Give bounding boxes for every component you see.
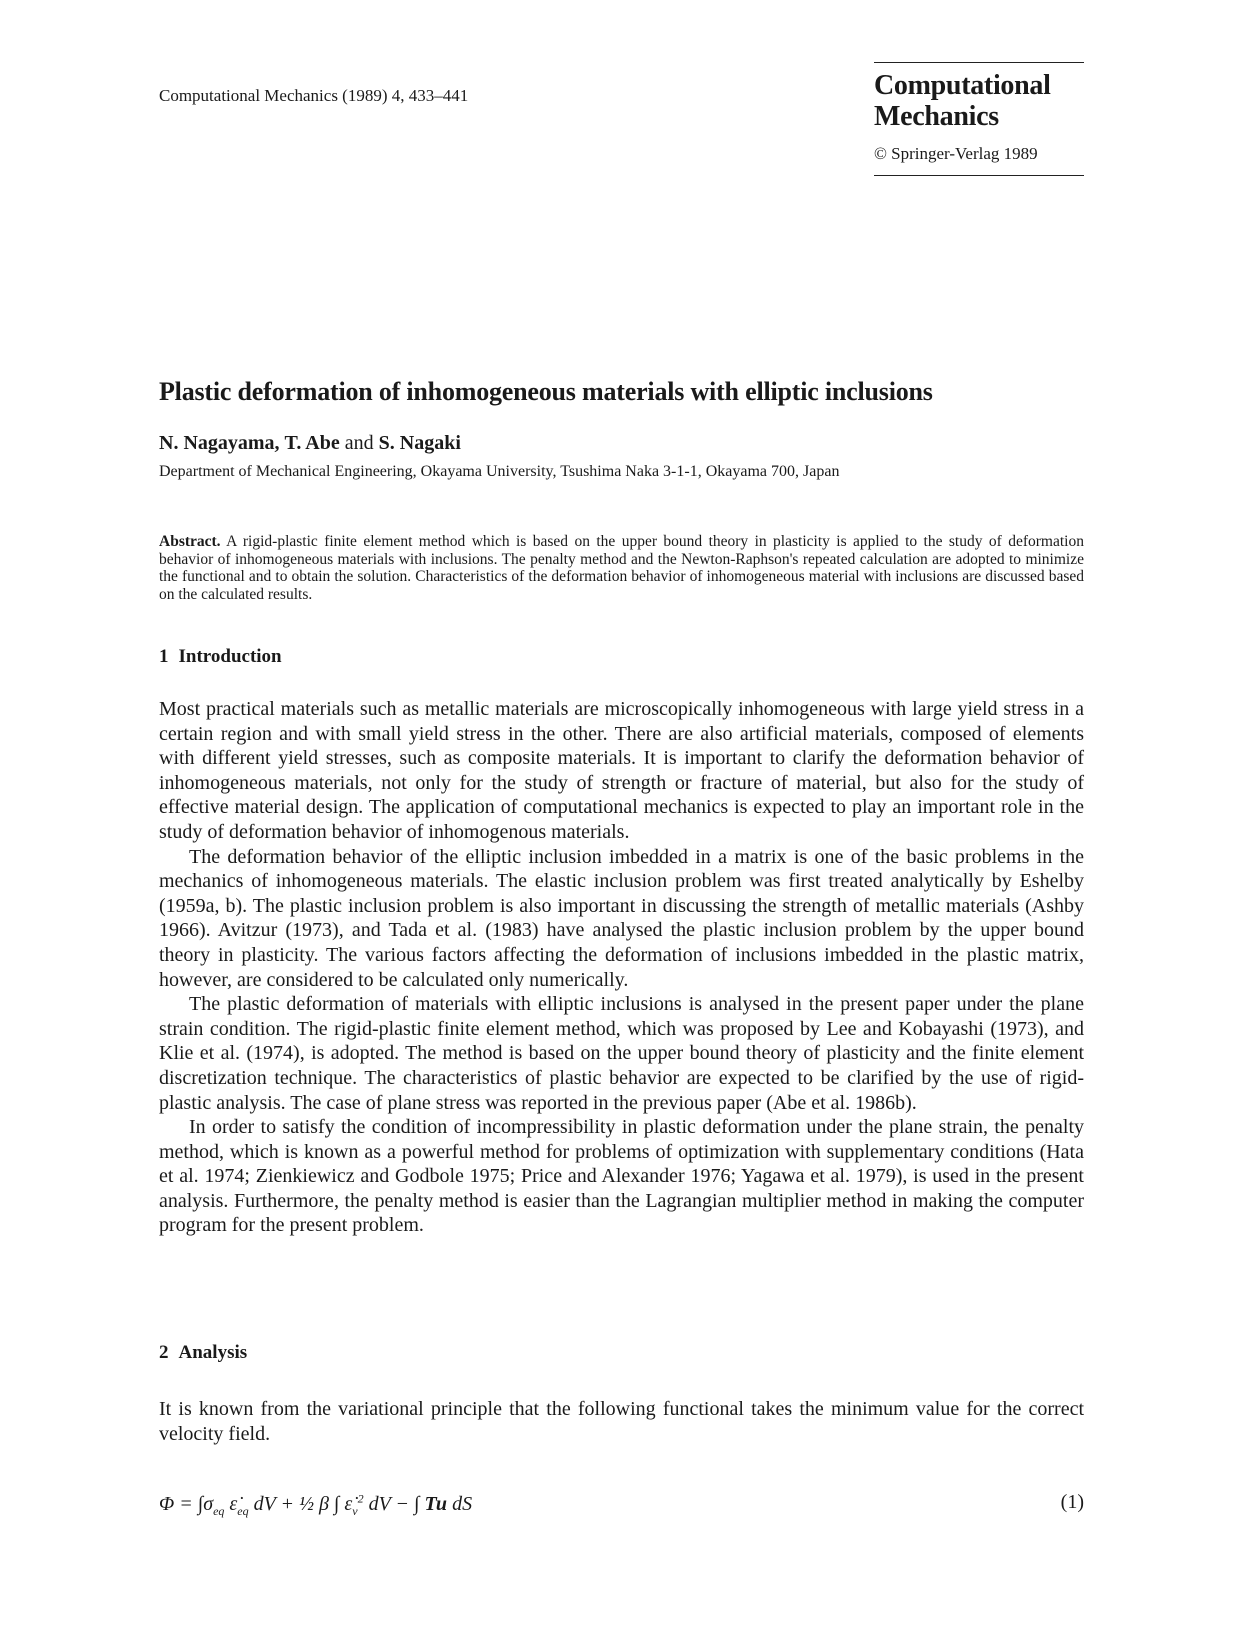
equation-number: (1) bbox=[1060, 1491, 1084, 1513]
abstract-label: Abstract. bbox=[159, 533, 221, 550]
journal-title-line2: Mechanics bbox=[874, 101, 999, 132]
masthead-top-rule bbox=[874, 62, 1084, 63]
paragraph: Most practical materials such as metallic materials are microscopically inhomogeneous with large yield stress in a certain region and with small yield stress in the other. There are also artificial materials, composed of elements with different yield stresses, such as composite materials. It is important to clarify the deformation behavior of inhomogeneous materials, not only for the study of strength or fracture of material, but also for the study of effective material design. The application of computational mechanics is expected to play an important role in the study of deformation behavior of inhomogenous materials. bbox=[159, 698, 1084, 843]
author-affiliation: Department of Mechanical Engineering, Okayama University, Tsushima Naka 3-1-1, Okayama 700, Japan bbox=[159, 463, 840, 480]
author-conjunction: and bbox=[344, 432, 374, 454]
section-title: Introduction bbox=[178, 646, 282, 667]
analysis-body bbox=[159, 1397, 1084, 1446]
author-1: N. Nagayama, bbox=[159, 432, 280, 454]
section-number: 2 bbox=[159, 1342, 169, 1363]
author-2: T. Abe bbox=[284, 432, 340, 454]
journal-citation: Computational Mechanics (1989) 4, 433–441 bbox=[159, 86, 469, 105]
publisher-copyright: © Springer-Verlag 1989 bbox=[874, 144, 1038, 163]
article-title: Plastic deformation of inhomogeneous materials with elliptic inclusions bbox=[159, 377, 933, 406]
section-number: 1 bbox=[159, 646, 169, 667]
paragraph: The plastic deformation of materials with elliptic inclusions is analysed in the present paper under the plane strain condition. The rigid-plastic finite element method, which was proposed by Lee and Kobayashi (1973), and Klie et al. (1974), is adopted. The method is based on the upper bound theory of plasticity and the finite element discretization technique. The characteristics of plastic behavior are expected to be clarified by the use of rigid-plastic analysis. The case of plane stress was reported in the previous paper (Abe et al. 1986b). bbox=[159, 993, 1084, 1114]
section-heading-introduction bbox=[159, 646, 282, 668]
abstract bbox=[159, 533, 1084, 603]
equation-formula: $\Phi = \int\sigma_{eq}$ $\varepsiloṅ_{eq}$ dV + ½ β ∫ $\varepsiloṅ_v^2$ dV − ∫ Tu dS bbox=[159, 1491, 473, 1518]
introduction-body bbox=[159, 697, 1084, 1238]
journal-title bbox=[874, 70, 1084, 132]
section-title: Analysis bbox=[178, 1342, 248, 1363]
abstract-text: A rigid-plastic finite element method which is based on the upper bound theory in plasticity is applied to the study of deformation behavior of inhomogeneous materials with inclusions. The penalty method and the Newton-Raphson's repeated calculation are adopted to minimize the functional and to obtain the solution. Characteristics of the deformation behavior of inhomogeneous material with inclusions are discussed based on the calculated results. bbox=[159, 533, 1084, 603]
masthead-bottom-rule bbox=[874, 175, 1084, 176]
paragraph: In order to satisfy the condition of incompressibility in plastic deformation under the plane strain, the penalty method, which is known as a powerful method for problems of optimization with supplementary conditions (Hata et al. 1974; Zienkiewicz and Godbole 1975; Price and Alexander 1976; Yagawa et al. 1979), is used in the present analysis. Furthermore, the penalty method is easier than the Lagrangian multiplier method in making the computer program for the present problem. bbox=[159, 1116, 1084, 1237]
journal-title-line1: Computational bbox=[874, 70, 1051, 101]
section-heading-analysis bbox=[159, 1342, 247, 1364]
journal-masthead bbox=[874, 62, 1084, 176]
author-3: S. Nagaki bbox=[378, 432, 461, 454]
author-list bbox=[159, 432, 461, 455]
paragraph: The deformation behavior of the elliptic inclusion imbedded in a matrix is one of the basic problems in the mechanics of inhomogeneous materials. The elastic inclusion problem was first treated analytically by Eshelby (1959a, b). The plastic inclusion problem is also important in discussing the strength of metallic materials (Ashby 1966). Avitzur (1973), and Tada et al. (1983) have analysed the plastic inclusion problem by the upper bound theory in plasticity. The various factors affecting the deformation of inclusions imbedded in the plastic matrix, however, are considered to be calculated only numerically. bbox=[159, 845, 1084, 991]
equation-1 bbox=[159, 1491, 1084, 1519]
paragraph: It is known from the variational principle that the following functional takes the minimum value for the correct velocity field. bbox=[159, 1398, 1084, 1445]
